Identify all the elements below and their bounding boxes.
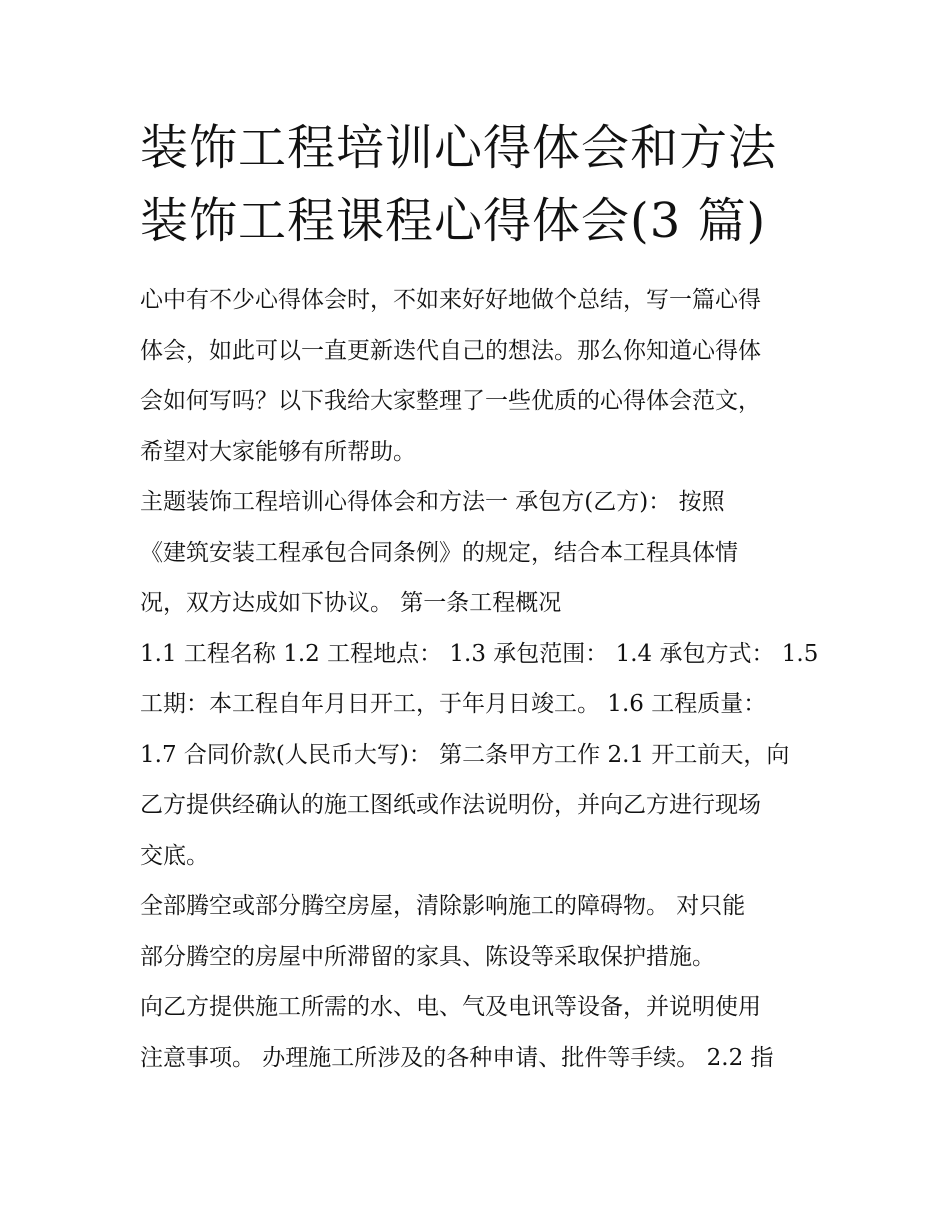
text-line: 况，双方达成如下协议。 第一条工程概况 [140,590,562,616]
paragraph-project-overview [140,629,820,882]
text-line: 交底。 [140,842,209,869]
document-body [140,275,820,1083]
paragraph-site-clearing [140,881,820,982]
text-line: 心中有不少心得体会时，不如来好好地做个总结，写一篇心得 [140,287,761,313]
text-line: 希望对大家能够有所帮助。 [140,438,416,465]
text-line: 向乙方提供施工所需的水、电、气及电讯等设备，并说明使用 [140,994,761,1020]
text-line: 全部腾空或部分腾空房屋，清除影响施工的障碍物。 对只能 [140,893,746,919]
text-line: 部分腾空的房屋中所滞留的家具、陈设等采取保护措施。 [140,943,715,970]
title-line: 装饰工程课程心得体会(3 篇) [140,193,767,249]
text-line: 主题装饰工程培训心得体会和方法一 承包方(乙方)： 按照 [140,489,725,515]
document-title [140,112,830,258]
paragraph-intro [140,275,820,477]
text-line: 工期：本工程自年月日开工，于年月日竣工。 1.6 工程质量： [140,691,767,717]
paragraph-utilities [140,982,820,1083]
text-line: 乙方提供经确认的施工图纸或作法说明份，并向乙方进行现场 [140,792,761,818]
title-line: 装饰工程培训心得体会和方法 [140,120,778,176]
text-line: 会如何写吗？以下我给大家整理了一些优质的心得体会范文， [140,388,761,414]
text-line: 注意事项。 办理施工所涉及的各种申请、批件等手续。 2.2 指 [140,1044,774,1071]
text-line: 《建筑安装工程承包合同条例》的规定，结合本工程具体情 [140,539,738,566]
text-line: 体会，如此可以一直更新迭代自己的想法。那么你知道心得体 [140,337,761,364]
text-line: 1.1 工程名称 1.2 工程地点： 1.3 承包范围： 1.4 承包方式： 1.5 [140,640,819,667]
paragraph-contract-intro [140,477,820,629]
text-line: 1.7 合同价款(人民币大写)： 第二条甲方工作 2.1 开工前天，向 [140,741,790,768]
